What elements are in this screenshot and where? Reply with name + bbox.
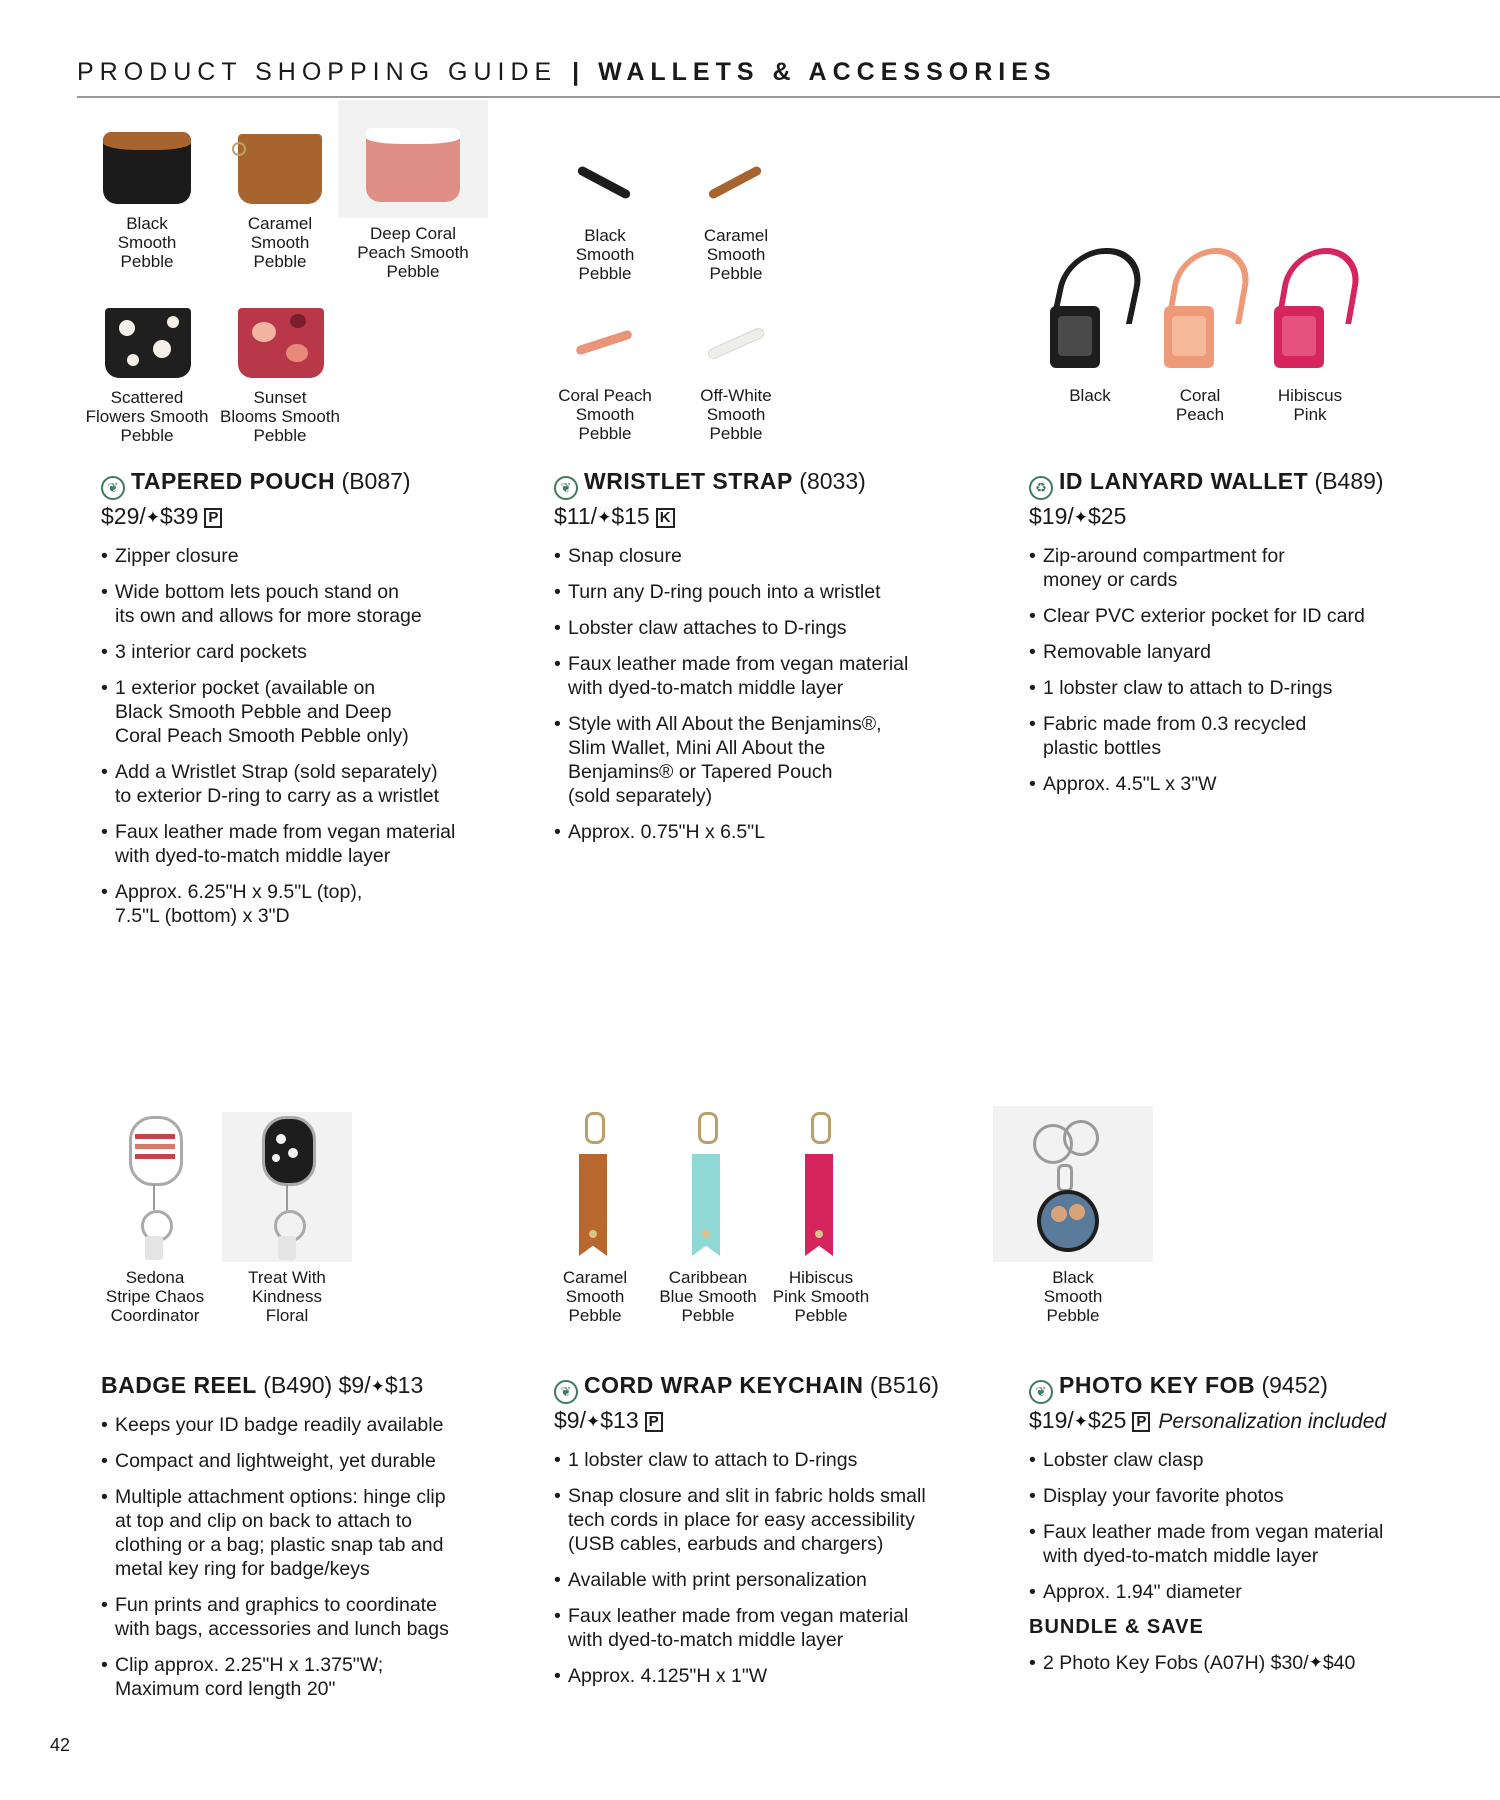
feature-item: • Style with All About the Benjamins®, Slim Wallet, Mini All About the Benjamins® or Tapered Pouch (sold separately) (554, 712, 974, 808)
feature-item: • Clip approx. 2.25"H x 1.375"W; Maximum cord length 20" (101, 1653, 521, 1701)
pouch-image (338, 100, 488, 218)
feature-item: • 1 lobster claw to attach to D-rings (1029, 676, 1469, 700)
swatch-caption: Coral Peach (1175, 386, 1225, 424)
badge-reel-image (115, 1112, 195, 1262)
swatch-hibiscus-pink[interactable] (1250, 240, 1370, 424)
price-us: $9/ (338, 1372, 371, 1398)
feature-item: • Approx. 1.94" diameter (1029, 1580, 1489, 1604)
swatch-black-smooth-pebble[interactable] (82, 118, 212, 271)
product-price (554, 503, 974, 530)
feature-item: • Wide bottom lets pouch stand on its own and allows for more storage (101, 580, 501, 628)
feature-item: • Clear PVC exterior pocket for ID card (1029, 604, 1469, 628)
price-ca: $25 (1088, 503, 1127, 529)
feature-item: • Faux leather made from vegan material with dyed-to-match middle layer (101, 820, 501, 868)
feature-item: • Snap closure (554, 544, 974, 568)
pouch-image (97, 300, 197, 382)
swatch-treat-with-kindness[interactable] (212, 1112, 362, 1325)
leaf-icon: ❦ (101, 476, 125, 500)
product-price (1029, 503, 1469, 530)
feature-item: • Snap closure and slit in fabric holds small tech cords in place for easy accessibility (USB cables, earbuds and chargers) (554, 1484, 994, 1556)
header-guide-label: PRODUCT SHOPPING GUIDE (77, 58, 558, 86)
feature-item: • Fun prints and graphics to coordinate with bags, accessories and lunch bags (101, 1593, 521, 1641)
recycle-icon: ♻ (1029, 476, 1053, 500)
swatch-caption: Caribbean Blue Smooth Pebble (659, 1268, 757, 1325)
feature-item: • Approx. 4.5"L x 3"W (1029, 772, 1469, 796)
swatch-caption: Black Smooth Pebble (1043, 1268, 1103, 1325)
page-header (77, 58, 1057, 87)
keychain-image (678, 1112, 738, 1262)
feature-item: • Fabric made from 0.3 recycled plastic bottles (1029, 712, 1469, 760)
maple-leaf-icon: ✦ (585, 1412, 601, 1431)
swatch-sunset-blooms[interactable] (215, 300, 345, 445)
feature-item: • Compact and lightweight, yet durable (101, 1449, 521, 1473)
swatch-caption: Treat With Kindness Floral (248, 1268, 326, 1325)
swatch-caramel-smooth-pebble[interactable] (545, 1112, 645, 1325)
maple-leaf-icon: ✦ (1073, 508, 1089, 527)
strap-image (565, 150, 645, 220)
kit-badge: K (656, 508, 675, 528)
pouch-image (230, 118, 330, 208)
swatch-caption: Hibiscus Pink (1277, 386, 1343, 424)
product-code: (8033) (799, 468, 866, 494)
swatch-caption: Caramel Smooth Pebble (703, 226, 769, 283)
bundle-title: BUNDLE & SAVE (1029, 1616, 1204, 1638)
product-name: TAPERED POUCH (131, 468, 336, 494)
header-separator: | (572, 58, 580, 86)
leaf-icon: ❦ (554, 1380, 578, 1404)
maple-leaf-icon: ✦ (370, 1377, 385, 1396)
feature-item: • 1 lobster claw to attach to D-rings (554, 1448, 994, 1472)
feature-item: • Faux leather made from vegan material with dyed-to-match middle layer (554, 1604, 994, 1652)
swatch-black[interactable] (1030, 240, 1150, 405)
lanyard-image (1040, 240, 1140, 380)
feature-item: • Faux leather made from vegan material with dyed-to-match middle layer (1029, 1520, 1489, 1568)
id-lanyard-wallet-info (1029, 468, 1469, 808)
tapered-pouch-info (101, 468, 501, 940)
swatch-black-smooth-pebble[interactable] (545, 150, 665, 283)
keychain-image (791, 1112, 851, 1262)
feature-item: • Zipper closure (101, 544, 501, 568)
swatch-caramel-smooth-pebble[interactable] (676, 150, 796, 283)
product-title (554, 1372, 994, 1404)
product-code: (B489) (1314, 468, 1384, 494)
product-price (101, 503, 501, 530)
product-price (554, 1407, 994, 1434)
keychain-image (565, 1112, 625, 1262)
feature-item: • 1 exterior pocket (available on Black Smooth Pebble and Deep Coral Peach Smooth Pebble only) (101, 676, 501, 748)
personalization-badge: P (645, 1412, 663, 1432)
lanyard-image (1150, 240, 1250, 380)
price-us: $19/ (1029, 503, 1074, 529)
product-name: BADGE REEL (101, 1372, 257, 1398)
feature-item: • Faux leather made from vegan material with dyed-to-match middle layer (554, 652, 974, 700)
feature-item: • Approx. 0.75"H x 6.5"L (554, 820, 974, 844)
swatch-caribbean-blue-smooth-pebble[interactable] (653, 1112, 763, 1325)
maple-leaf-icon: ✦ (1308, 1653, 1323, 1672)
price-us: $29/ (101, 503, 146, 529)
header-section-title: WALLETS & ACCESSORIES (598, 58, 1057, 86)
feature-item: • Display your favorite photos (1029, 1484, 1489, 1508)
feature-item: • Lobster claw attaches to D-rings (554, 616, 974, 640)
leaf-icon: ❦ (1029, 1380, 1053, 1404)
personalization-note: Personalization included (1158, 1410, 1387, 1433)
maple-leaf-icon: ✦ (145, 508, 161, 527)
swatch-caption: Black Smooth Pebble (575, 226, 635, 283)
price-us: $19/ (1029, 1407, 1074, 1433)
cord-wrap-keychain-info (554, 1372, 994, 1700)
swatch-caption: Sedona Stripe Chaos Coordinator (105, 1268, 205, 1325)
bundle-list (1029, 1651, 1489, 1675)
swatch-caption: Deep Coral Peach Smooth Pebble (357, 224, 469, 281)
price-ca: $13 (600, 1407, 639, 1433)
key-fob-image (993, 1106, 1153, 1262)
maple-leaf-icon: ✦ (1073, 1412, 1089, 1431)
swatch-caption: Black Smooth Pebble (117, 214, 177, 271)
feature-list (101, 1413, 521, 1701)
price-us: $11/ (554, 503, 598, 529)
product-title (1029, 468, 1469, 500)
product-code: (B087) (341, 468, 411, 494)
swatch-black-smooth-pebble[interactable] (993, 1106, 1153, 1325)
feature-item: • Removable lanyard (1029, 640, 1469, 664)
price-ca: $15 (611, 503, 650, 529)
page-number: 42 (50, 1735, 71, 1755)
product-title (101, 1372, 521, 1399)
feature-list (101, 544, 501, 928)
swatch-caption: Caramel Smooth Pebble (247, 214, 313, 271)
swatch-hibiscus-pink-smooth-pebble[interactable] (766, 1112, 876, 1325)
swatch-caption: Sunset Blooms Smooth Pebble (220, 388, 340, 445)
swatch-off-white-smooth-pebble[interactable] (676, 310, 796, 443)
feature-list (554, 544, 974, 844)
product-title (101, 468, 501, 500)
price-ca: $39 (160, 503, 199, 529)
personalization-badge: P (204, 508, 222, 528)
price-ca: $13 (384, 1372, 424, 1398)
feature-item: • Lobster claw clasp (1029, 1448, 1489, 1472)
product-title (1029, 1372, 1489, 1404)
strap-image (565, 310, 645, 380)
photo-key-fob-info (1029, 1372, 1489, 1687)
product-name: WRISTLET STRAP (584, 468, 793, 494)
pouch-image (230, 300, 330, 382)
swatch-caramel-smooth-pebble[interactable] (215, 118, 345, 271)
leaf-icon: ❦ (554, 476, 578, 500)
price-ca: $25 (1088, 1407, 1127, 1433)
swatch-sedona-stripe-chaos[interactable] (95, 1112, 215, 1325)
feature-list (554, 1448, 994, 1688)
feature-item: • Available with print personalization (554, 1568, 994, 1592)
feature-item: • Keeps your ID badge readily available (101, 1413, 521, 1437)
maple-leaf-icon: ✦ (597, 508, 612, 527)
swatch-caption: Off-White Smooth Pebble (700, 386, 772, 443)
wristlet-strap-info (554, 468, 974, 856)
strap-image (696, 150, 776, 220)
strap-image (696, 310, 776, 380)
product-name: CORD WRAP KEYCHAIN (584, 1372, 864, 1398)
feature-list (1029, 544, 1469, 796)
swatch-scattered-flowers[interactable] (82, 300, 212, 445)
feature-item: • Multiple attachment options: hinge clip at top and clip on back to attach to clothing or a bag; plastic snap tab and metal key ring for badge/keys (101, 1485, 521, 1581)
swatch-deep-coral-peach[interactable] (338, 100, 488, 281)
product-price (1029, 1407, 1489, 1434)
feature-item: • 3 interior card pockets (101, 640, 501, 664)
swatch-caption: Black (1069, 386, 1111, 405)
bundle-item-text: 2 Photo Key Fobs (A07H) $30/ (1043, 1652, 1309, 1674)
personalization-badge: P (1132, 1412, 1150, 1432)
feature-list (1029, 1448, 1489, 1604)
product-name: PHOTO KEY FOB (1059, 1372, 1256, 1398)
feature-item: • Approx. 4.125"H x 1"W (554, 1664, 994, 1688)
feature-item: • Approx. 6.25"H x 9.5"L (top), 7.5"L (bottom) x 3"D (101, 880, 501, 928)
feature-item: • Add a Wristlet Strap (sold separately) to exterior D-ring to carry as a wristlet (101, 760, 501, 808)
badge-reel-info (101, 1372, 521, 1713)
feature-item: • Turn any D-ring pouch into a wristlet (554, 580, 974, 604)
swatch-caption: Hibiscus Pink Smooth Pebble (772, 1268, 870, 1325)
feature-item: • Zip-around compartment for money or cards (1029, 544, 1469, 592)
price-us: $9/ (554, 1407, 586, 1433)
product-code: (B490) (263, 1372, 333, 1398)
swatch-caption: Caramel Smooth Pebble (562, 1268, 628, 1325)
swatch-caption: Coral Peach Smooth Pebble (558, 386, 652, 443)
swatch-coral-peach-smooth-pebble[interactable] (545, 310, 665, 443)
swatch-caption: Scattered Flowers Smooth Pebble (85, 388, 209, 445)
product-code: (B516) (869, 1372, 939, 1398)
header-divider (77, 96, 1500, 98)
bundle-price-ca: $40 (1322, 1652, 1356, 1674)
lanyard-image (1260, 240, 1360, 380)
swatch-coral-peach[interactable] (1140, 240, 1260, 424)
bundle-item (1029, 1651, 1489, 1675)
badge-reel-image (222, 1112, 352, 1262)
product-title (554, 468, 974, 500)
product-name: ID LANYARD WALLET (1059, 468, 1309, 494)
product-code: (9452) (1261, 1372, 1328, 1398)
pouch-image (97, 118, 197, 208)
